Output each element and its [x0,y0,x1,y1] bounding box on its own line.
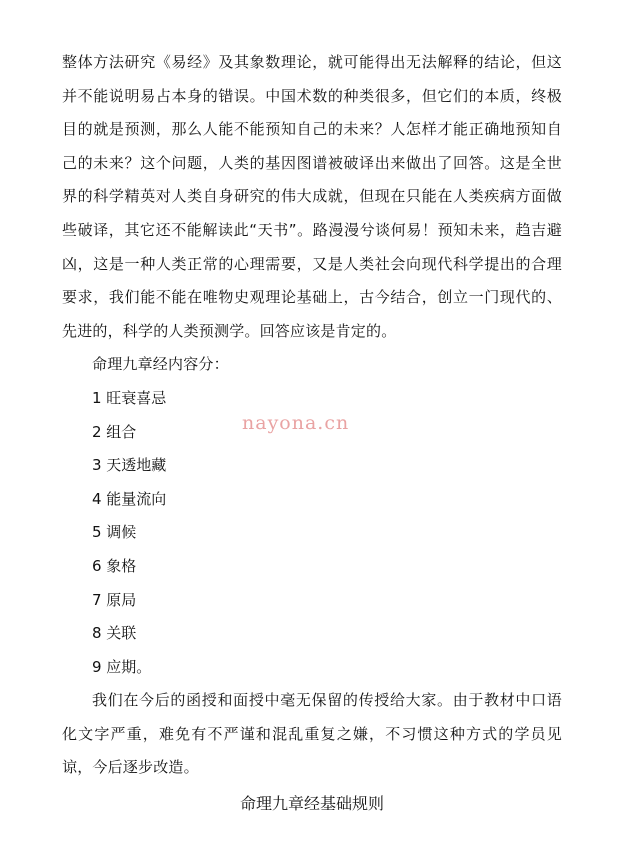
watermark-text: nayona.cn [242,412,350,434]
list-item: 1 旺衰喜忌 [92,388,167,407]
list-item: 8 关联 [92,624,137,643]
body-paragraph-1: 整体方法研究《易经》及其象数理论，就可能得出无法解释的结论，但这并不能说明易占本身的错误。中国术数的种类很多，但它们的本质，终极目的就是预测，那么人能不能预知自己的未来？人怎样才能正确地预知自己的未来？这个问题，人类的基因图谱被破译出来做出了回答。这是全世界的科学精英对人类自身研究的伟大成就，但现在只能在人类疾病方面做些破译，其它还不能解读此“天书”。路漫漫兮谈何易！预知未来，趋吉避凶，这是一种人类正常的心理需要，又是人类社会向现代科学提出的合理要求，我们能不能在唯物史观理论基础上，古今结合，创立一门现代的、先进的，科学的人类预测学。回答应该是肯定的。 [62,53,562,340]
list-item: 7 原局 [92,590,137,609]
list-item: 3 天透地藏 [92,456,167,475]
list-item: 2 组合 [92,422,137,441]
contents-intro: 命理九章经内容分： [92,355,229,374]
list-item: 4 能量流向 [92,489,167,508]
list-item: 6 象格 [92,556,137,575]
section-heading: 命理九章经基础规则 [239,794,384,814]
list-item: 5 调候 [92,523,137,542]
body-paragraph-3: 我们在今后的函授和面授中毫无保留的传授给大家。由于教材中口语化文字严重，难免有不严谨和混乱重复之嫌，不习惯这种方式的学员见谅，今后逐步改造。 [62,691,562,777]
list-item: 9 应期。 [92,657,152,676]
